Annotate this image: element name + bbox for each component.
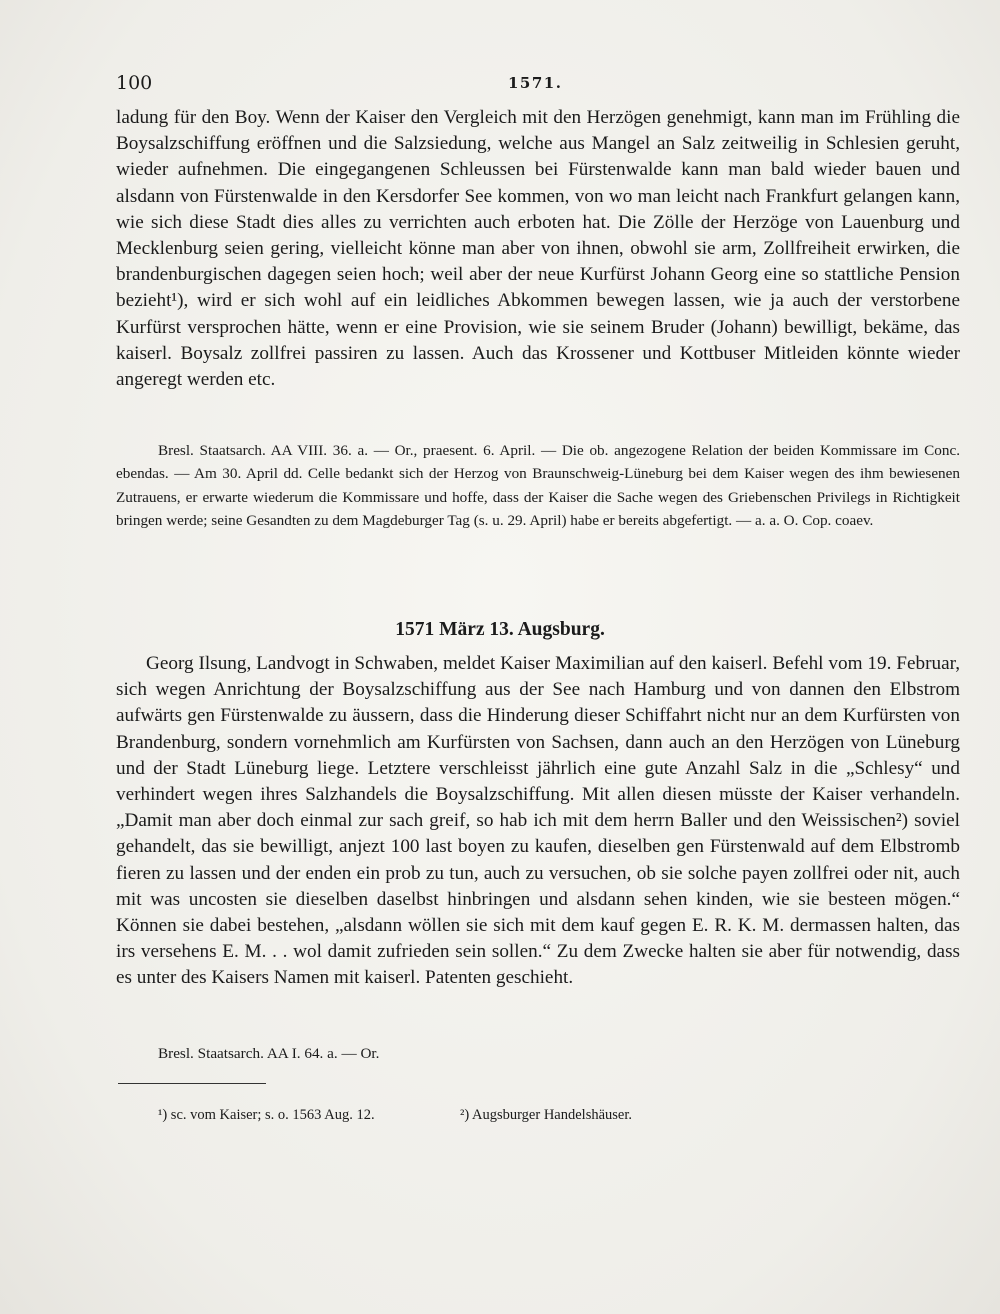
body-paragraph: Georg Ilsung, Landvogt in Schwaben, meldet Kaiser Maximilian auf den kaiserl. Befehl vom 19. Februar, sich wegen Anrichtung der Boysalzschiffung aus der See nach Hamburg und von dannen den Elbstrom aufwärts gen Fürstenwalde zu äussern, dass die Hinderung dieser Schiffahrt nicht nur an dem Kurfürsten von Brandenburg, sondern vornehmlich am Kurfürsten von Sachsen, dann auch an den Herzögen von Lüneburg und der Stadt Lüneburg liege. Letztere verschleisst jährlich eine gute Anzahl Salz in die „Schlesy“ und verhindert wegen ihres Salzhandels die Boysalzschiffung. Mit allen diesen müsste der Kaiser verhandeln. „Damit man aber doch einmal zur sach greif, so hab ich mit dem herrn Baller und den Weissischen²) soviel gehandelt, das sie bewilligt, anjezt 100 last boyen zu kaufen, dieselben gen Fürstenwald auf dem Elbstromb fieren zu lassen und der enden ein prob zu tun, auch zu versuchen, ob sie solche payen zollfrei oder nit, auch mit was uncosten sie dieselben daselbst hinbringen und alsdann sehen kinden, wie sie besteen mögen.“ Können sie dabei bestehen, „alsdann wöllen sie sich mit dem kauf gegen E. R. K. M. dermassen halten, das irs versehens E. M. . . wol damit zufrieden sein sollen.“ Zu dem Zwecke halten sie aber für notwendig, dass es unter des Kaisers Namen mit kaiserl. Patenten geschieht. xyxy=(116,653,960,989)
document-heading: 1571 März 13. Augsburg. xyxy=(395,619,605,640)
footnote-separator xyxy=(118,1083,266,1084)
footnote: ¹) sc. vom Kaiser; s. o. 1563 Aug. 12. xyxy=(158,1107,375,1123)
archival-source-note: Bresl. Staatsarch. AA VIII. 36. a. — Or., praesent. 6. April. — Die ob. angezogene Relation der beiden Kommissare im Conc. ebendas. — Am 30. April dd. Celle bedankt sich der Herzog von Braunschweig-Lüneburg bei dem Kaiser wegen des ihm bewiesenen Zutrauens, er erwarte wiederum die Kommissare und hoffe, dass der Kaiser die Sache wegen des Griebenschen Privilegs in Richtigkeit bringen werde; seine Gesandten zu dem Magdeburger Tag (s. u. 29. April) habe er bereits abgefertigt. — a. a. O. Cop. coaev. xyxy=(116,442,960,529)
footnote: ²) Augsburger Handelshäuser. xyxy=(460,1107,633,1123)
page-number: 100 xyxy=(116,72,153,94)
archival-source-note: Bresl. Staatsarch. AA I. 64. a. — Or. xyxy=(158,1045,380,1062)
body-paragraph-continued: ladung für den Boy. Wenn der Kaiser den Vergleich mit den Herzögen genehmigt, kann man im Frühling die Boysalzschiffung eröffnen und die Salzsiedung, welche aus Mangel an Salz zeitweilig in Schlesien geruht, wieder aufnehmen. Die eingegangenen Schleussen bei Fürstenwalde kann man bald wieder bauen und alsdann von Fürstenwalde in den Kersdorfer See kommen, von wo man leicht nach Frankfurt gelangen kann, wie sich diese Stadt dies alles zu verrichten auch erboten hat. Die Zölle der Herzöge von Lauenburg und Mecklenburg seien gering, vielleicht könne man aber von ihnen, obwohl sie arm, Zollfreiheit erwirken, die brandenburgischen dagegen seien hoch; weil aber der neue Kurfürst Johann Georg eine so stattliche Pension bezieht¹), wird er sich wohl auf ein leidliches Abkommen bewegen lassen, wie ja auch der verstorbene Kurfürst versprochen hätte, wenn er eine Provision, wie sie seinem Bruder (Johann) bewilligt, bekäme, das kaiserl. Boysalz zollfrei passiren zu lassen. Auch das Krossener und Kottbuser Mitleiden könnte wieder angeregt werden etc. xyxy=(116,107,960,391)
running-head: 1571. xyxy=(508,74,563,92)
